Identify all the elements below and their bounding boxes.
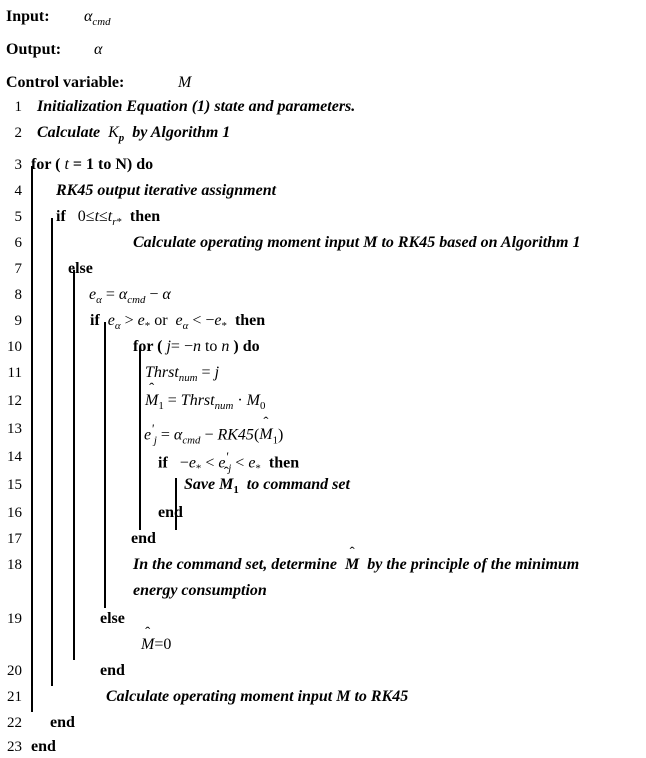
prime-mark: ' [151, 422, 154, 436]
line18-part-a: In the command set, determine [133, 556, 337, 573]
indent-guide-level-2 [51, 218, 53, 686]
cmd-subscript: cmd [92, 16, 111, 29]
rk45-symbol: RK45 [217, 426, 254, 444]
zero-value: 0 [163, 636, 172, 653]
if-keyword: if [56, 208, 66, 225]
e-symbol: e [188, 454, 196, 472]
thrst-symbol: Thrst [180, 392, 215, 409]
line-content: else [68, 260, 93, 277]
n-symbol: n [221, 338, 230, 355]
m-symbol: M [259, 426, 273, 444]
line-content: end [31, 738, 56, 755]
indent-guide-level-5 [139, 348, 141, 530]
alpha-symbol: α [118, 286, 128, 303]
output-label: Output: [6, 41, 62, 58]
control-variable-row [0, 72, 646, 98]
circumflex-accent: ˆ [145, 623, 151, 641]
line-number: 17 [7, 531, 22, 547]
line-content [133, 543, 580, 576]
line-content: Calculate operating moment input M to RK45 based on Algorithm 1 [133, 234, 581, 251]
equals: = [167, 392, 177, 409]
minus: − [204, 426, 214, 444]
line-number: 1 [14, 99, 22, 115]
thrst-symbol: Thrst [145, 364, 179, 381]
line-content: end [100, 662, 125, 679]
le-operator: ≤ [85, 208, 95, 225]
m-hat-symbol [141, 623, 155, 656]
if-keyword: if [158, 454, 168, 472]
for-keyword: for ( [133, 338, 167, 355]
cmd-subscript: cmd [127, 294, 146, 307]
alpha-symbol: α [162, 286, 171, 303]
lt-operator: < [205, 454, 215, 472]
line-number: 23 [7, 739, 22, 755]
line-number: 5 [14, 209, 22, 225]
indent-guide-level-4 [104, 322, 106, 608]
zero-subscript: 0 [259, 400, 266, 413]
line-number: 11 [7, 365, 22, 381]
paren-close: ) [278, 426, 284, 444]
j-subscript: j [228, 462, 232, 475]
line-number: 8 [14, 287, 22, 303]
one-subscript: 1 [158, 400, 164, 413]
jrange-eq: = − [170, 338, 193, 355]
line-number: 14 [7, 449, 22, 465]
if-keyword: if [90, 312, 100, 329]
m-hat-symbol [145, 379, 159, 412]
lt-operator: < [192, 312, 202, 329]
line-number: 2 [14, 125, 22, 141]
line-content [56, 206, 160, 233]
line-content: end [158, 504, 183, 521]
kp-symbol: K [108, 124, 119, 141]
m-symbol: M [141, 636, 155, 653]
line-number: 16 [7, 505, 22, 521]
line-number: 7 [14, 261, 22, 277]
le-operator: ≤ [99, 208, 108, 225]
equals: = [201, 364, 211, 381]
m-symbol: M [219, 476, 234, 493]
equals: = [160, 426, 170, 444]
line-content: RK45 output iterative assignment [56, 182, 277, 199]
alpha-subscript: α [96, 294, 102, 307]
by-algorithm-1: by Algorithm 1 [132, 124, 231, 141]
for-range: = 1 to N) do [68, 156, 154, 173]
control-variable-value [178, 72, 191, 94]
or-keyword: or [154, 312, 168, 329]
alpha-subscript: α [182, 320, 189, 333]
t-symbol: t [64, 156, 69, 173]
input-label: Input: [6, 8, 50, 25]
input-value [84, 6, 111, 33]
circumflex-accent: ˆ [349, 543, 355, 561]
line-number: 15 [7, 477, 22, 493]
line18-part-b: by the principle of the minimum [367, 556, 580, 573]
circumflex-accent: ˆ [263, 413, 269, 431]
line-number: 10 [7, 339, 22, 355]
one-subscript: 1 [233, 484, 239, 497]
num-subscript: num [214, 400, 234, 413]
t-symbol: t [107, 208, 113, 225]
one-subscript: 1 [272, 434, 279, 447]
line-number: 18 [7, 557, 22, 573]
prime-mark: ' [225, 450, 229, 464]
line-number: 21 [7, 689, 22, 705]
e-symbol: e [248, 454, 256, 472]
lt-operator: < [235, 454, 245, 472]
output-row [0, 39, 646, 65]
gt-operator: > [124, 312, 134, 329]
indent-guide-level-3 [73, 270, 75, 660]
line-content [141, 623, 172, 656]
to-command-set: to command set [246, 476, 350, 493]
line-number: 3 [14, 157, 22, 173]
then-keyword: then [129, 208, 161, 225]
then-keyword: then [268, 454, 300, 472]
star-subscript: * [195, 462, 202, 475]
line-content: Calculate operating moment input M to RK45 [106, 688, 409, 705]
minus: − [179, 454, 189, 472]
m-symbol: M [145, 392, 159, 409]
line-content [31, 154, 153, 176]
e-symbol: e [218, 454, 226, 472]
j-symbol: j [214, 364, 220, 381]
calculate-keyword: Calculate [37, 124, 101, 141]
control-variable-label: Control variable: [6, 74, 125, 91]
circumflex-accent: ˆ [223, 463, 229, 481]
cmd-subscript: cmd [182, 434, 201, 447]
e-symbol: e [175, 312, 183, 329]
line-number: 13 [7, 421, 22, 437]
line-content: Initialization Equation (1) state and parameters. [37, 98, 356, 115]
do-keyword: ) do [229, 338, 260, 355]
paren-open: ( [253, 426, 260, 444]
cdot-operator: · [237, 392, 243, 409]
m-symbol: M [345, 556, 360, 573]
to-keyword: to [200, 338, 222, 355]
n-symbol: n [192, 338, 201, 355]
minus: − [149, 286, 159, 303]
line-number: 6 [14, 235, 22, 251]
line-number: 22 [7, 715, 22, 731]
alpha-symbol: α [84, 8, 93, 25]
line-number: 12 [7, 393, 22, 409]
line-content: energy consumption [133, 582, 267, 599]
line-content: else [100, 610, 125, 627]
line-content: end [131, 530, 156, 547]
for-keyword: for ( [31, 156, 65, 173]
star-subscript: * [255, 462, 261, 475]
t-symbol: t [94, 208, 100, 225]
star-subscript: * [144, 320, 151, 333]
m-hat-symbol [219, 463, 234, 496]
e-symbol: e [144, 426, 152, 444]
e-symbol: e [89, 286, 97, 303]
line-number: 20 [7, 663, 22, 679]
r-subscript: r [112, 216, 117, 229]
output-value [94, 39, 102, 61]
line-content [145, 379, 266, 417]
star-subscript: * [221, 320, 227, 333]
then-keyword: then [234, 312, 266, 329]
line-number: 19 [7, 611, 22, 627]
j-symbol: j [166, 338, 171, 355]
zero: 0 [77, 208, 86, 225]
line-content [37, 122, 230, 149]
line-content: end [50, 714, 75, 731]
line-number: 9 [14, 313, 22, 329]
e-symbol: e [214, 312, 222, 329]
save-keyword: Save [184, 476, 216, 493]
m-hat-symbol [345, 543, 360, 576]
num-subscript: num [178, 372, 198, 385]
j-subscript: j [153, 434, 157, 447]
equals: = [105, 286, 115, 303]
star-subscript: * [116, 216, 122, 229]
alpha-subscript: α [114, 320, 121, 333]
equals: = [154, 636, 164, 653]
line-content [90, 310, 265, 337]
indent-guide-level-1 [31, 166, 33, 712]
line-number: 4 [14, 183, 22, 199]
minus: − [205, 312, 215, 329]
alpha-symbol: α [173, 426, 183, 444]
m-symbol: M [246, 392, 260, 409]
m-hat-symbol [259, 413, 273, 446]
p-subscript: p [118, 132, 125, 145]
circumflex-accent: ˆ [149, 379, 155, 397]
m-symbol: M [178, 74, 192, 91]
alpha-symbol: α [94, 41, 103, 58]
line-content [133, 336, 260, 358]
input-row [0, 6, 646, 32]
line-content [89, 284, 171, 311]
e-symbol: e [107, 312, 115, 329]
e-symbol: e [137, 312, 145, 329]
